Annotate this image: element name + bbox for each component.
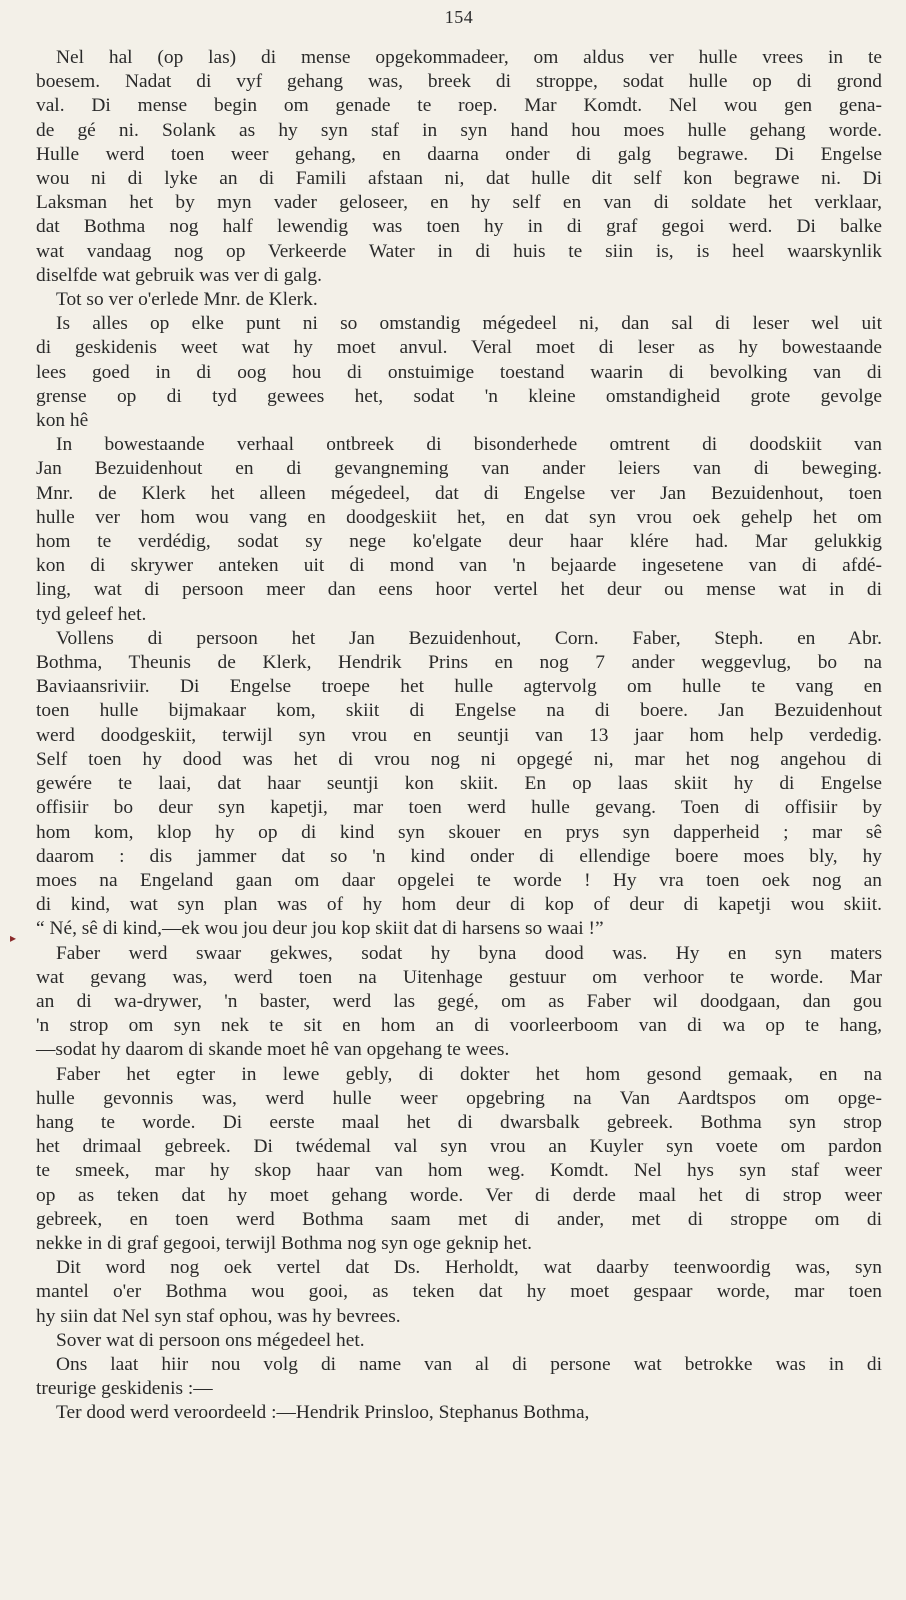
text-line: treurige geskidenis :—: [36, 1378, 213, 1400]
text-line: tyd geleef het.: [36, 603, 147, 625]
text-line: hom kom, klop hy op di kind syn skouer en prys syn dapperheid ; mar sê: [36, 821, 882, 843]
paragraph: [36, 1401, 882, 1425]
margin-mark: ▸: [10, 931, 17, 945]
text-line: diselfde wat gebruik was ver di galg.: [36, 264, 322, 286]
paragraph: [36, 312, 882, 433]
text-line: offisiir bo deur syn kapetji, mar toen werd hulle gevang. Toen di offisiir by: [36, 797, 882, 819]
text-line: wou ni di lyke an di Famili afstaan ni, dat hulle dit self kon begrawe ni. Di: [36, 168, 882, 190]
text-line: gebreek, en toen werd Bothma saam met di ander, met di stroppe om di: [36, 1208, 882, 1230]
text-line: val. Di mense begin om genade te roep. Mar Komdt. Nel wou gen gena-: [36, 95, 882, 117]
paragraph: [36, 942, 882, 1063]
page-number: 154: [444, 7, 474, 27]
text-line: op as teken dat hy moet gehang worde. Ver di derde maal het di strop weer: [36, 1184, 882, 1206]
paragraph: [36, 433, 882, 627]
text-line: Sover wat di persoon ons mégedeel het.: [56, 1329, 365, 1351]
paragraph: [36, 288, 882, 312]
text-line: daarom : dis jammer dat so 'n kind onder di ellendige boere moes bly, hy: [36, 845, 882, 867]
text-line: gewére te laai, dat haar seuntji kon skiit. En op laas skiit hy di Engelse: [36, 773, 882, 795]
text-line: wat gevang was, werd toen na Uitenhage gestuur om verhoor te worde. Mar: [36, 966, 882, 988]
text-line: Laksman het by myn vader geloseer, en hy self en van di soldate het verklaar,: [36, 192, 882, 214]
body-text: [36, 46, 882, 1426]
text-line: hulle ver hom wou vang en doodgeskiit het, en dat syn vrou oek gehelp het om: [36, 506, 882, 528]
text-line: Dit word nog oek vertel dat Ds. Herholdt, wat daarby teenwoordig was, syn: [56, 1257, 882, 1279]
text-line: de gé ni. Solank as hy syn staf in syn hand hou moes hulle gehang worde.: [36, 119, 882, 141]
text-line: te smeek, mar hy skop haar van hom weg. Komdt. Nel hys syn staf weer: [36, 1160, 882, 1182]
paragraph: [36, 1353, 882, 1401]
text-line: Is alles op elke punt ni so omstandig mégedeel ni, dan sal di leser wel uit: [56, 313, 882, 335]
text-line: Jan Bezuidenhout en di gevangneming van ander leiers van di beweging.: [36, 458, 882, 480]
text-line: kon di skrywer anteken uit di mond van 'n bejaarde ingesetene van di afdé-: [36, 555, 882, 577]
text-line: Vollens di persoon het Jan Bezuidenhout, Corn. Faber, Steph. en Abr.: [56, 627, 882, 649]
text-line: wat vandaag nog op Verkeerde Water in di huis te siin is, is heel waarskynlik: [36, 240, 882, 262]
text-line: toen hulle bijmakaar kom, skiit di Engelse na di boere. Jan Bezuidenhout: [36, 700, 882, 722]
text-line: werd doodgeskiit, terwijl syn vrou en seuntji van 13 jaar hom help verdedig.: [36, 724, 882, 746]
text-line: mantel o'er Bothma wou gooi, as teken dat hy moet gespaar worde, mar toen: [36, 1281, 882, 1303]
text-line: 'n strop om syn nek te sit en hom an di voorleerboom van di wa op te hang,: [36, 1015, 882, 1037]
text-line: grense op di tyd gewees het, sodat 'n kleine omstandigheid grote gevolge: [36, 385, 882, 407]
text-line: moes na Engeland gaan om daar opgelei te worde ! Hy vra toen oek nog an: [36, 869, 882, 891]
paragraph: [36, 1063, 882, 1257]
text-line: Ter dood werd veroordeeld :—Hendrik Prinsloo, Stephanus Bothma,: [56, 1402, 590, 1424]
text-line: Baviaansriviir. Di Engelse troepe het hulle agtervolg om hulle te vang en: [36, 676, 882, 698]
text-line: an di wa-drywer, 'n baster, werd las gegé, om as Faber wil doodgaan, dan gou: [36, 990, 882, 1012]
text-line: di geskidenis weet wat hy moet anvul. Veral moet di leser as hy bowestaande: [36, 337, 882, 359]
text-line: Faber werd swaar gekwes, sodat hy byna dood was. Hy en syn maters: [56, 942, 882, 964]
text-line: Nel hal (op las) di mense opgekommadeer, om aldus ver hulle vrees in te: [56, 47, 882, 68]
text-line: Self toen hy dood was het di vrou nog ni opgegé ni, mar het nog angehou di: [36, 748, 882, 770]
text-line: di kind, wat syn plan was of hy hom deur di kop of deur di kapetji wou skiit.: [36, 894, 882, 916]
text-line: Hulle werd toen weer gehang, en daarna onder di galg begrawe. Di Engelse: [36, 143, 882, 165]
paragraph: [36, 627, 882, 942]
text-line: Tot so ver o'erlede Mnr. de Klerk.: [56, 289, 318, 311]
text-line: hom te verdédig, sodat sy nege ko'elgate deur haar klére had. Mar gelukkig: [36, 531, 882, 553]
text-line: hulle gevonnis was, werd hulle weer opgebring na Van Aardtspos om opge-: [36, 1087, 882, 1109]
text-line: kon hê: [36, 410, 89, 432]
paragraph: [36, 1329, 882, 1353]
text-line: dat Bothma nog half lewendig was toen hy in di graf gegoi werd. Di balke: [36, 216, 882, 238]
text-line: Faber het egter in lewe gebly, di dokter het hom gesond gemaak, en na: [56, 1063, 882, 1085]
text-line: Ons laat hiir nou volg di name van al di persone wat betrokke was in di: [56, 1353, 882, 1375]
text-line: boesem. Nadat di vyf gehang was, breek di stroppe, sodat hulle op di grond: [36, 71, 882, 93]
paragraph: [36, 1256, 882, 1329]
text-line: ling, wat di persoon meer dan eens hoor vertel het deur ou mense wat in di: [36, 579, 882, 601]
text-line: hang te worde. Di eerste maal het di dwarsbalk gebreek. Bothma syn strop: [36, 1111, 882, 1133]
text-line: In bowestaande verhaal ontbreek di bisonderhede omtrent di doodskiit van: [56, 434, 882, 456]
text-line: het drimaal gebreek. Di twédemal val syn vrou an Kuyler syn voete om pardon: [36, 1136, 882, 1158]
text-line: hy siin dat Nel syn staf ophou, was hy bevrees.: [36, 1305, 401, 1327]
text-line: lees goed in di oog hou di onstuimige toestand waarin di bevolking van di: [36, 361, 882, 383]
paragraph: [36, 46, 882, 288]
text-line: “ Né, sê di kind,—ek wou jou deur jou kop skiit dat di harsens so waai !”: [36, 918, 604, 940]
text-line: Bothma, Theunis de Klerk, Hendrik Prins en nog 7 ander weggevlug, bo na: [36, 652, 882, 674]
text-line: —sodat hy daarom di skande moet hê van opgehang te wees.: [36, 1039, 510, 1061]
text-line: Mnr. de Klerk het alleen mégedeel, dat di Engelse ver Jan Bezuidenhout, toen: [36, 482, 882, 504]
text-line: nekke in di graf gegooi, terwijl Bothma nog syn oge geknip het.: [36, 1232, 532, 1254]
